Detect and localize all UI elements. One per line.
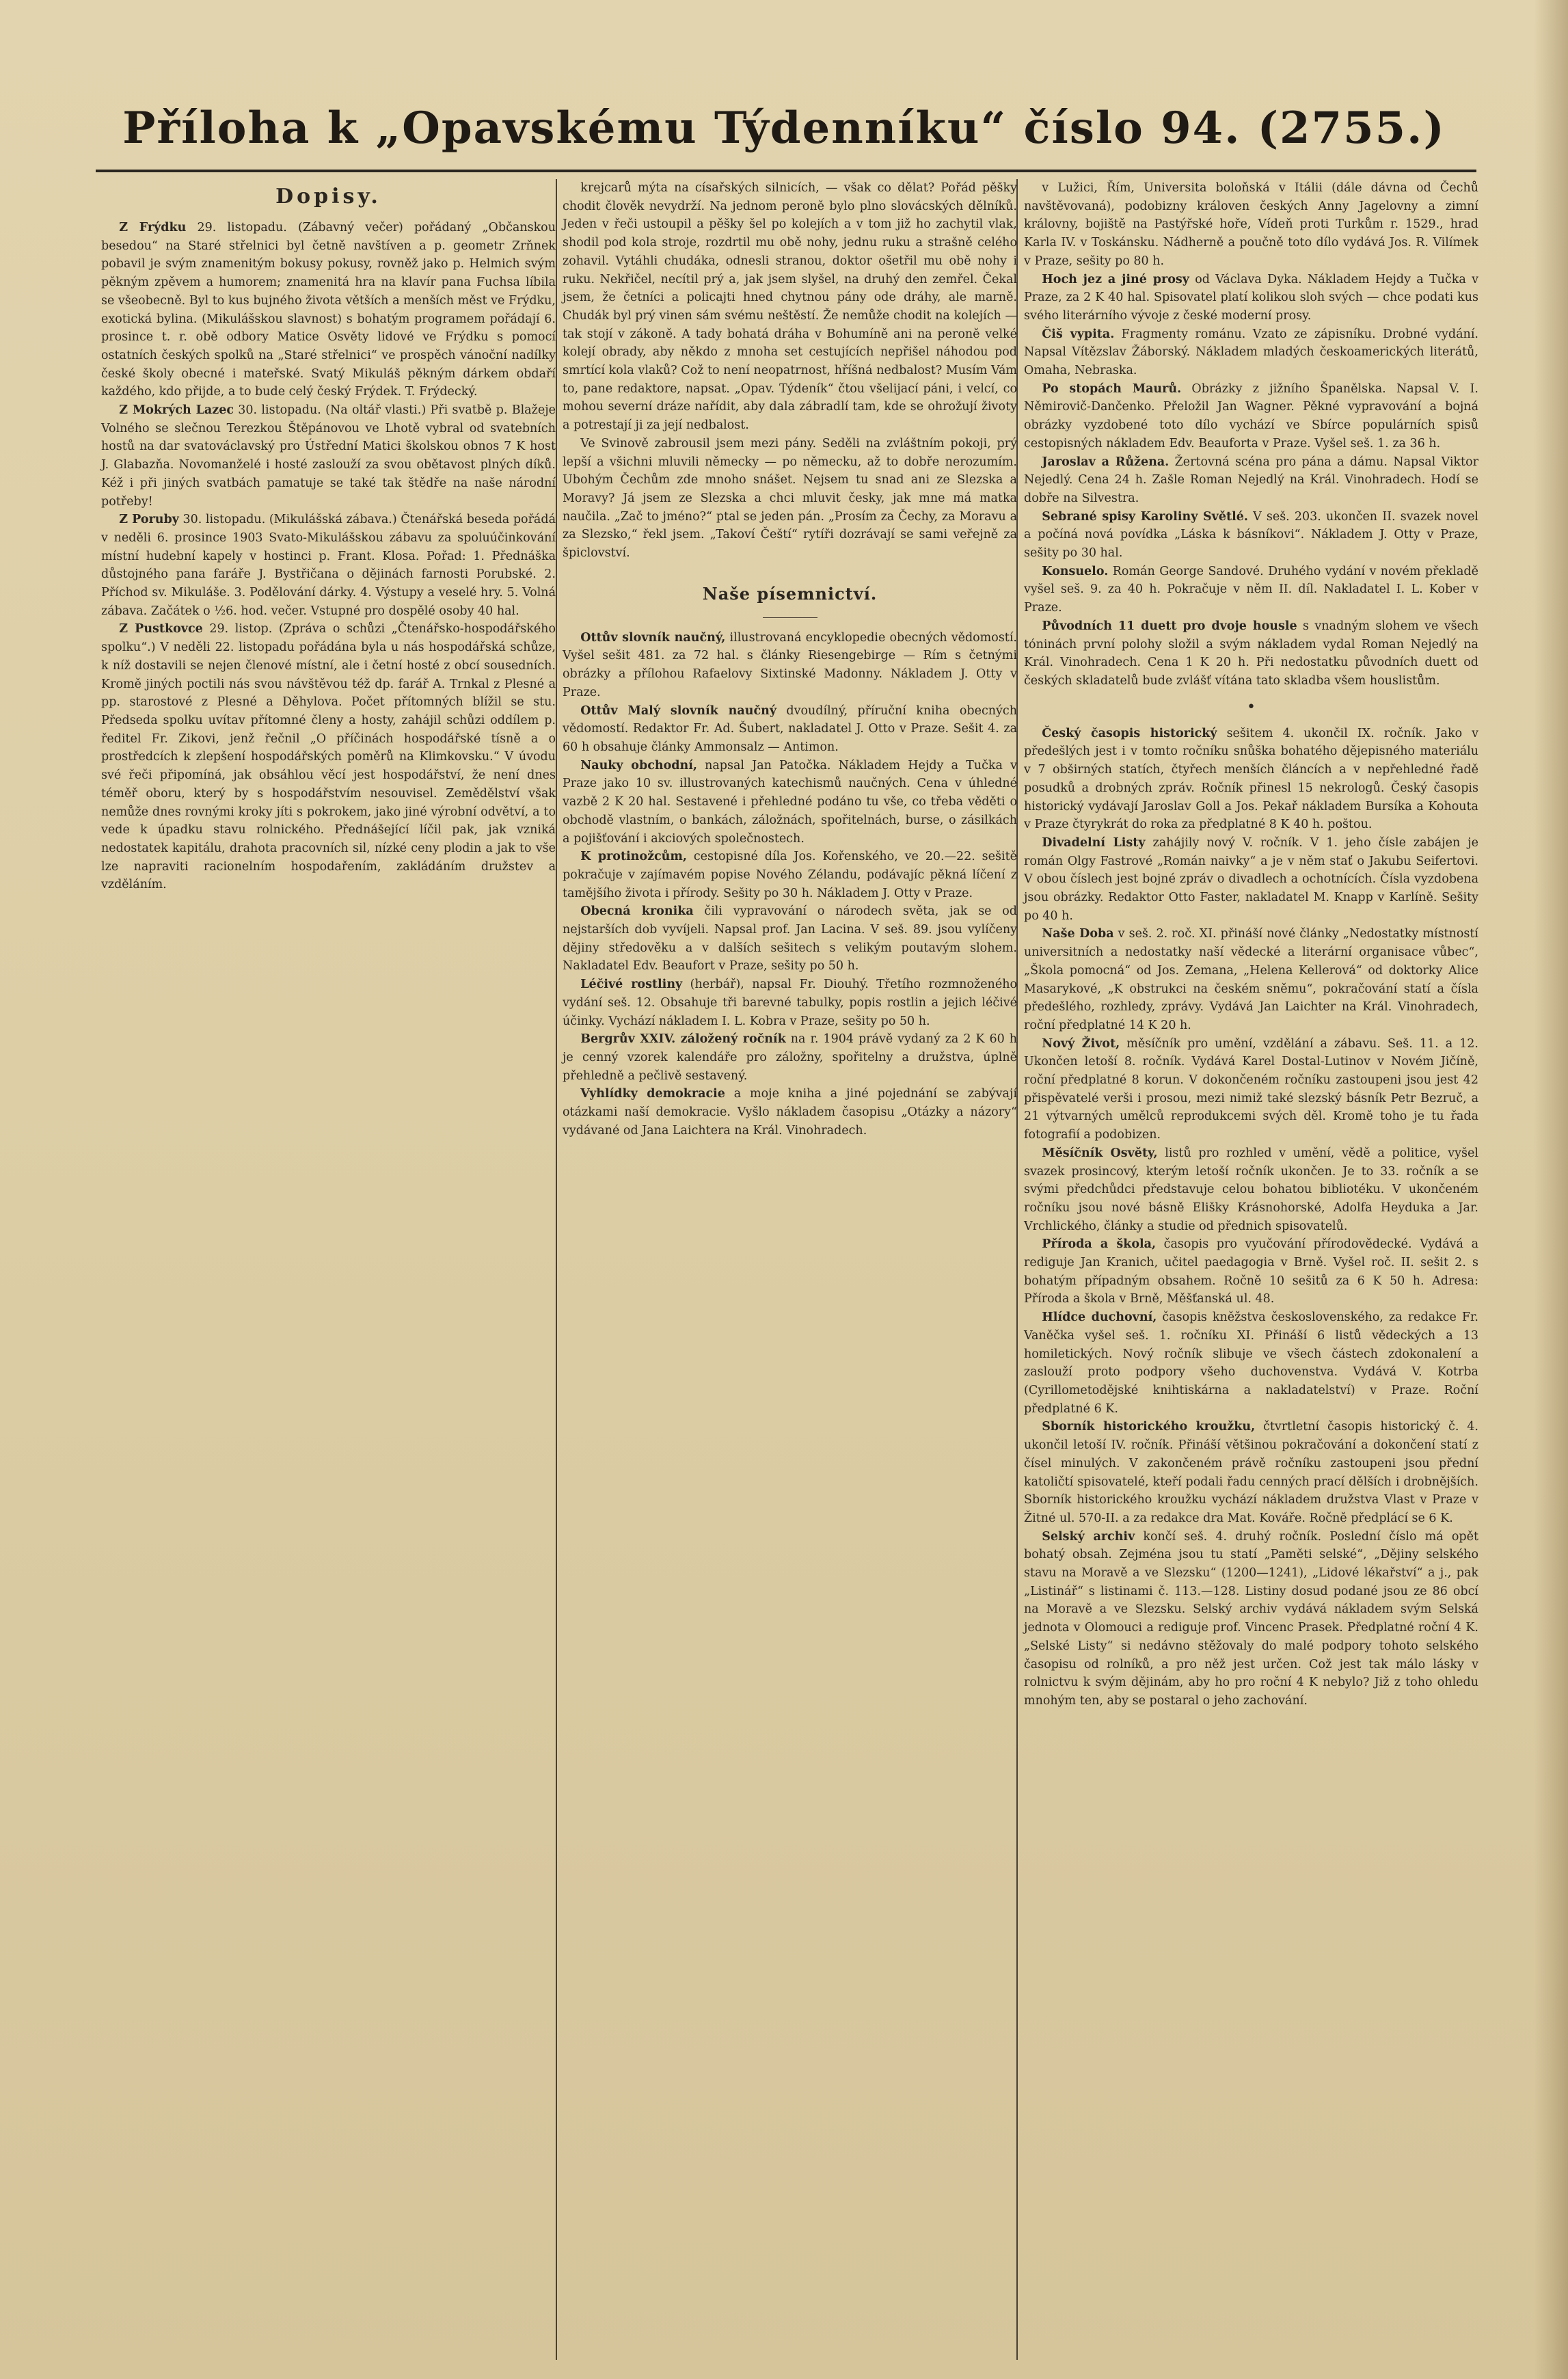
article-paragraph bbox=[101, 620, 556, 894]
article-paragraph bbox=[563, 435, 1017, 563]
article-text: 29. listopadu. (Zábavný večer) pořádaný „Občanskou besedou“ na Staré střelnici byl četně navštíven a p. geometr Zrňnek pobavil je svým znamenitým bokusy pokusy, rovněž jako p. Helmich svým pěkným zpěvem a humorem; znamenitá hra na klavír pana Fuchsa líbila se všeobecně. Byl to kus bujného života větších a menších měst ve Frýdku, exotická bylina. (Mikulášskou slavnost) s bohatým programem pořádají 6. prosince t. r. obě odbory Matice Osvěty lidové ve Frýdku s pomocí ostatních českých spolků na „Staré střelnici“ ve prospěch vánoční nadílky české školy obecné i mateřské. Svatý Mikuláš pěkným dárkem obdaří každého, kdo přijde, a to bude celý český Frýdek. T. Frýdecký. bbox=[101, 221, 556, 399]
article-lead: Hoch jez a jiné prosy bbox=[1042, 272, 1189, 286]
article-paragraph bbox=[1024, 563, 1478, 617]
article-lead: K protinožcům, bbox=[580, 850, 687, 864]
column-3-divider: • bbox=[1247, 698, 1256, 716]
article-lead: Sebrané spisy Karoliny Světlé. bbox=[1042, 509, 1248, 524]
article-paragraph bbox=[1024, 1308, 1478, 1418]
article-paragraph bbox=[563, 629, 1017, 702]
article-lead: Příroda a škola, bbox=[1042, 1237, 1157, 1252]
article-text: měsíčník pro umění, vzdělání a zábavu. Seš. 11. a 12. Ukončen letoší 8. ročník. Vydává Karel Dostal-Lutinov v Novém Jičíně, roční předplatné 8 korun. V dokončeném ročníku zastoupeni jsou jest 42 přispěvatelé verši i prosou, mezi nimiž také slezský básník Petr Bezruč, a 21 výtvarných umělců reprodukcemi svých děl. Kromě toho je tu řada fotografií a podobizen. bbox=[1024, 1036, 1478, 1142]
section-heading-dopisy: Dopisy. bbox=[275, 185, 381, 209]
article-paragraph bbox=[1024, 1035, 1478, 1144]
article-text: illustrovaná encyklopedie obecných vědomostí. Vyšel sešit 481. za 72 hal. s články Riesengebirge — Rím s četnými obrázky a přílohou Rafaelovy Sixtinské Madonny. Nákladem J. Otty v Praze. bbox=[563, 630, 1017, 699]
article-text: (herbář), napsal Fr. Diouhý. Třetího rozmnoženého vydání seš. 12. Obsahuje tři barevné tabulky, popis rostlin a jejich léčivé účinky. Vychází nákladem I. L. Kobra v Praze, sešity po 50 h. bbox=[563, 978, 1017, 1028]
column-3-top-paragraphs bbox=[1024, 179, 1478, 690]
article-text: Román George Sandové. Druhého vydání v novém překladě vyšel seš. 9. za 40 h. Pokračuje v něm II. díl. Nakladatel I. L. Kober v Praze. bbox=[1024, 564, 1478, 615]
article-text: končí seš. 4. druhý ročník. Poslední číslo má opět bohatý obsah. Zejména jsou tu statí „Paměti selské“, „Dějiny selského stavu na Moravě a ve Slezsku“ (1200—1241), „Lidové lékařství“ a j., pak „Listinář“ s listinami č. 113.—128. Listiny dosud podané jsou ze 86 obcí na Moravě a ve Slezsku. Selský archiv vydává nákladem svým Selská jednota v Olomouci a rediguje prof. Vincenc Prasek. Předplatné roční 4 K. „Selské Listy“ si nedávno stěžovaly do malé podpory tohoto selského časopisu od rolníků, a pro něž jest určen. Což jest tak málo lásky v rolnictvu k svým dějinám, aby ho pro roční 4 K nebylo? Již z toho ohledu mnohým ten, aby se postaral o jeho zachování. bbox=[1024, 1529, 1478, 1708]
article-lead: Selský archiv bbox=[1042, 1529, 1135, 1544]
article-text: napsal Jan Patočka. Nákladem Hejdy a Tučka v Praze jako 10 sv. illustrovaných katechismů naučných. Cena v úhledné vazbě 2 K 20 hal. Sestavené i přehledné podáno tu vše, co třeba věděti o obchodě vlastním, o bankách, záložnách, spořitelnách, burse, o zásilkách a pojišťování i akciových společnostech. bbox=[563, 758, 1017, 846]
article-paragraph bbox=[1024, 179, 1478, 271]
article-text: Obrázky z jižního Španělska. Napsal V. I. Němirovič-Dančenko. Přeložil Jan Wagner. Pěkné vypravování a bojná obrázky vyzdobené toto dílo vychází ve Sbírce populárních spisů cestopisných nákladem Edv. Beauforta v Praze. Vyšel seš. 1. za 36 h. bbox=[1024, 381, 1478, 451]
article-lead: Ottův slovník naučný, bbox=[580, 630, 726, 645]
column-1-paragraphs bbox=[101, 219, 556, 894]
masthead-title: Příloha k „Opavskému Týdenníku“ číslo 94. (2755.) bbox=[122, 103, 1446, 154]
column-2 bbox=[563, 179, 1017, 1140]
article-text: časopis kněžstva československého, za redakce Fr. Vaněčka vyšel seš. 1. ročníku XI. Přináší 6 listů vědeckých a 13 homiletických. Nový ročník slibuje ve všech částech zdokonalení a zaslouží proto podpory všeho duchovenstva. Vydává V. Kotrba (Cyrillometodějské knihtiskárna a nakladatelství) v Praze. Roční předplatné 6 K. bbox=[1024, 1311, 1478, 1416]
article-paragraph bbox=[1024, 925, 1478, 1034]
article-text: Fragmenty románu. Vzato ze zápisníku. Drobné vydání. Napsal Vítězslav Žáborský. Nákladem mladých českoamerických literátů, Omaha, Nebraska. bbox=[1024, 327, 1478, 378]
article-lead: Po stopách Maurů. bbox=[1042, 381, 1182, 396]
article-text: krejcarů mýta na císařských silnicích, — však co dělat? Pořád pěšky chodit člověk nevydrží. Na jednom peroně bylo plno slovácských dělníků. Jeden v řeči ustoupil a pěšky šel po kolejích a v tom již ho zachytil vlak, shodil pod kola stroje, rozdrtil mu obě nohy, jednu ruku a strašně celého zohavil. Vytáhli chudáka, odnesli stranou, doktor ošetřil mu obě nohy i ruku. Nekřičel, necítil prý a, jak jsem slyšel, na druhý den zemřel. Čekal jsem, že četníci a policajti hned chytnou pány ode dráhy, ale marně. Chudák byl prý vinen sám svému neštěstí. Že nemůže chodit na kolejích — tak stojí v zákoně. A tady bohatá dráha v Bohumíně ani na peroně velké kolejí obrady, aby někdo z mnoha set cestujících nepřišel náhodou pod smrtící kola vlaků? Což to není neopatrnost, hříšná nedbalost? Musím Vám to, pane redaktore, napsat. „Opav. Týdeník“ čtou všelijací páni, i velcí, co mohou severní dráze nařídit, aby dala zábradlí tam, kde se ohrožují životy a potrestají ji za její nedbalost. bbox=[563, 181, 1017, 433]
article-lead: Léčivé rostliny bbox=[580, 978, 683, 992]
article-text: čtvrtletní časopis historický č. 4. ukončil letoší IV. ročník. Přináší většinou pokračování a dokončení statí z čísel minulých. V zakončeném právě ročníku zastoupeni jsou přední katoličtí spisovatelé, kteří podali řadu cenných prací dělších i drobnějších. Sborník historického kroužku vychází nákladem družstva Vlast v Praze v Žitné ul. 570-II. a za redakce dra Mat. Kovářе. Ročně předplácí se 6 K. bbox=[1024, 1420, 1478, 1525]
article-text: dvoudílný, příruční kniha obecných vědomostí. Redaktor Fr. Ad. Šubert, nakladatel J. Otto v Praze. Sešit 4. za 60 h obsahuje články Ammonsalz — Antimon. bbox=[563, 703, 1017, 754]
article-paragraph bbox=[563, 702, 1017, 757]
article-text: V seš. 203. ukončen II. svazek novel a počíná nová povídka „Láska k básníkovi“. Nákladem J. Otty v Praze, sešity po 30 hal. bbox=[1024, 509, 1478, 561]
article-paragraph bbox=[563, 902, 1017, 976]
article-text: v seš. 2. roč. XI. přináší nové články „Nedostatky místností universitních a nedostatky naší vědecké a literární organisace vůbec“, „Škola pomocná“ od Jos. Zemana, „Helena Kellerová“ od doktorky Alice Masarykové, „K obstrukci na českém sněmu“, pokračování statí a čísla předešlého, rozhledy, zprávy. Vydává Jan Laichter na Král. Vinohradech, roční předplatné 14 K 20 h. bbox=[1024, 927, 1478, 1032]
article-paragraph bbox=[563, 976, 1017, 1030]
article-lead: Nauky obchodní, bbox=[580, 758, 697, 772]
column-1 bbox=[101, 179, 556, 894]
article-paragraph bbox=[1024, 508, 1478, 563]
article-paragraph bbox=[563, 848, 1017, 902]
article-text: na r. 1904 právě vydaný za 2 K 60 h je cenný vzorek kalendáře pro záložny, spořitelny a družstva, úplně přehledně a pečlivě sestavený. bbox=[563, 1032, 1017, 1083]
article-lead: Sborník historického kroužku, bbox=[1042, 1420, 1256, 1434]
article-paragraph bbox=[1024, 1235, 1478, 1308]
article-lead: Z Frýdku bbox=[119, 221, 187, 234]
masthead-rule bbox=[96, 170, 1476, 172]
article-paragraph bbox=[1024, 453, 1478, 508]
article-lead: Divadelní Listy bbox=[1042, 835, 1146, 850]
article-lead: Konsuelo. bbox=[1042, 564, 1109, 578]
article-text: s vnadným slohem ve všech tóninách první polohy složil a svým nákladem vydal Roman Nejedlý na Král. Vinohradech. Cena 1 K 20 h. Při nedostatku původních duett od českých skladatelů bude zvlášť vítána tato skladba všem houslistům. bbox=[1024, 619, 1478, 688]
article-text: časopis pro vyučování přírodovědecké. Vydává a rediguje Jan Kranich, učitel paedagogia v Brně. Vyšel roč. II. sešit 2. s bohatým případným obsahem. Ročně 10 sešitů za 6 K 50 h. Adresa: Příroda a škola v Brně, Měšťanská ul. 48. bbox=[1024, 1237, 1479, 1306]
section-heading-pisemnictvi: Naše písemnictví. bbox=[702, 583, 878, 604]
article-paragraph bbox=[1024, 834, 1478, 926]
article-text: Žertovná scéna pro pána a dámu. Napsal Viktor Nejedlý. Cena 24 h. Zašle Roman Nejedlý na Král. Vinohradech. Hodí se dobře na Silvestra. bbox=[1024, 455, 1478, 505]
article-paragraph bbox=[101, 219, 556, 401]
column-rule-1 bbox=[556, 179, 557, 2360]
article-lead: Jaroslav a Růženа. bbox=[1042, 455, 1170, 469]
article-lead: Český časopis historický bbox=[1042, 726, 1217, 740]
article-lead: Z Poruby bbox=[119, 513, 179, 527]
page-edge-shadow bbox=[1534, 0, 1568, 2379]
article-paragraph bbox=[1024, 1528, 1478, 1710]
article-text: zahájily nový V. ročník. V 1. jeho čísle zabájen je román Olgy Fastrové „Román naivky“ a je v něm stať o Jakubu Seifertovi. V obou číslech jest bojné zpráv o divadlech a ochotnících. Čísla vyzdobena jsou obrázky. Redaktor Otto Faster, nakladatel M. Knapp v Karlíně. Sešity po 40 h. bbox=[1024, 835, 1478, 923]
article-lead: Obecná kronika bbox=[580, 904, 694, 919]
article-paragraph bbox=[563, 1030, 1017, 1085]
article-paragraph bbox=[101, 511, 556, 620]
article-lead: Hlídce duchovní, bbox=[1042, 1311, 1157, 1325]
article-lead: Z Pustkovce bbox=[119, 622, 203, 636]
article-text: cestopisné díla Jos. Kořenského, ve 20.—22. sešitě pokračuje v zajímavém popise Nového Zélandu, podávajíc pěkná líčení z tamějšího života i přírody. Sešity po 30 h. Nákladem J. Otty v Praze. bbox=[563, 850, 1017, 900]
article-lead: Čiš vypita. bbox=[1042, 327, 1115, 341]
article-paragraph bbox=[563, 1085, 1017, 1140]
article-paragraph bbox=[1024, 617, 1478, 690]
article-paragraph bbox=[101, 401, 556, 511]
article-text: sešitem 4. ukončil IX. ročník. Jako v předešlých jest i v tomto ročníku snůška bohatého dějepisného materiálu v 7 obširných statích, čtyřech menších článcích a v nepřehledné řadě posudků a drobných zpráv. Ročník přinesl 15 nekrologů. Český časopis historický vydávají Jaroslav Goll a Jos. Pekař nákladem Bursíka a Kohouta v Praze čtyrykrát do roka za předplatné 8 K 40 h. poštou. bbox=[1024, 726, 1478, 832]
article-paragraph bbox=[563, 179, 1017, 435]
article-paragraph bbox=[1024, 325, 1478, 380]
article-paragraph bbox=[1024, 1418, 1478, 1527]
article-lead: Z Mokrých Lazec bbox=[119, 403, 234, 418]
article-lead: Měsíčník Osvěty, bbox=[1042, 1146, 1158, 1160]
article-text: čili vypravování o národech světa, jak se od nejstarších dob vyvíjeli. Napsal prof. Jan Lacina. V seš. 89. jsou vylíčeny dějiny středověku a v dalších sešitech s velikým poutavým slohem. Nakladatel Edv. Beaufort v Praze, sešity po 50 h. bbox=[563, 904, 1017, 973]
article-text: v Lužici, Řím, Universita boloňská v Itálii (dále dávna od Čechů navštěvovaná), podobizny královen českých Anny Jagelovny a zimní královny, bojiště na Pastýřské hoře, Vídeň proti Turkům r. 1529., hrad Karla IV. v Toskánsku. Nádherně a poučně toto dílo vydává Jos. R. Vilímek v Praze, sešity po 80 h. bbox=[1024, 181, 1478, 268]
column-2-bottom-paragraphs bbox=[563, 629, 1017, 1140]
article-text: 30. listopadu. (Na oltář vlasti.) Při svatbě p. Blažeje Volného se slečnou Terezkou Štěpánovou ve Lhotě vybral od svatebních hostů na dar svatováclavský pro Ústřední Matici školskou obnos 7 K host J. Glabazňa. Novomanželé i hosté zaslouží za svou obětavost plných díků. Kéž i při jiných svatbách pamatuje se také tak štědře na naše národní potřeby! bbox=[101, 403, 556, 509]
article-text: 29. listop. (Zpráva o schůzi „Čtenářsko-hospodářského spolku“.) V neděli 22. listopadu pořádána byla u nás hospodářská schůze, k níž dostavili se nejen členové místní, ale i četní hosté z obcí sousedních. Kromě jiných poctili nás svou návštěvou též dp. farář A. Trnkal z Plesné a pp. starostové z Plesné a Děhylova. Počet přítomných blížil se stu. Předseda spolku uvítav přítomné členy a hosty, zahájil schůzi oddílem p. ředitel Fr. Zikovi, jenž řečnil „O příčinách hospodářské tísně a o prostředcích k zlepšení hospodářských poměrů na Klimkovsku.“ V úvodu své řeči připomíná, jak obsáhlou věcí jest hospodářství, že není dnes téměř oboru, který by s hospodářstvím nesouvisel. Zemědělství však nemůže dnes rovnými kroky jíti s pokrokem, jako jiné výrobní odvětví, a to vede k úpadku stavu rolnického. Přednášející líčil pak, jak vzniká nedostatek kapitálu, drahota pracovních sil, nízké ceny plodin a jak to vše lze napraviti racionelním hospodařením, zakládáním družstev a vzděláním. bbox=[101, 622, 556, 892]
article-lead: Původních 11 duett pro dvoje housle bbox=[1042, 619, 1297, 633]
article-lead: Ottův Malý slovník naučný bbox=[580, 703, 776, 718]
article-lead: Nový Život, bbox=[1042, 1036, 1120, 1051]
column-3-bottom-paragraphs bbox=[1024, 725, 1478, 1710]
column-3 bbox=[1024, 179, 1478, 1710]
article-lead: Vyhlídky demokracie bbox=[580, 1087, 725, 1101]
article-paragraph bbox=[1024, 380, 1478, 453]
article-text: 30. listopadu. (Mikulášská zábava.) Čtenářská beseda pořádá v neděli 6. prosince 1903 Svato-Mikulášskou zábavu za spoluúčinkování místní hudební kapely v hostinci p. Frant. Klosa. Pořad: 1. Přednáška důstojného pana faráře J. Bystřičana o dějinách farnosti Porubské. 2. Příchod sv. Mikuláše. 3. Podělování dárky. 4. Výstupy a veselé hry. 5. Volná zábava. Začátek o ½6. hod. večer. Vstupné pro dospělé osoby 40 hal. bbox=[101, 513, 556, 618]
article-lead: Naše Doba bbox=[1042, 927, 1114, 941]
article-paragraph bbox=[1024, 1144, 1478, 1236]
article-paragraph bbox=[1024, 725, 1478, 834]
article-lead: Bergrův XXIV. záložený ročník bbox=[580, 1032, 786, 1047]
article-paragraph bbox=[1024, 271, 1478, 325]
article-text: a moje kniha a jiné pojednání se zabývají otázkami naší demokracie. Vyšlo nákladem časopisu „Otázky a názory“ vydávané od Jana Laichtera na Král. Vinohradech. bbox=[563, 1087, 1017, 1138]
section-separator bbox=[763, 617, 817, 618]
article-paragraph bbox=[563, 757, 1017, 848]
article-text: Ve Svinově zabrousil jsem mezi pány. Seděli na zvláštním pokoji, prý lepší a všichni mluvili německy — po německu, až to dobře nerozumím. Ubohým Čechům zde mnoho snášet. Nejsem tu snad ani ze Slezska a Moravy? Já jsem ze Slezska a chci mluvit česky, jak mne má matka naučila. „Zač to jméno?“ ptal se jeden pán. „Prosím za Čechy, za Moravu a za Slezsko,“ řekl jsem. „Takoví Čeští“ rytíři dozrávají se sami veřejně za špiclovství. bbox=[563, 436, 1017, 561]
column-2-top-paragraphs bbox=[563, 179, 1017, 563]
article-text: listů pro rozhled v umění, vědě a politice, vyšel svazek prosincový, kterým letoší ročník ukončen. Je to 33. ročník a se svými předchůdci představuje celou bohatou bibliotéku. V ukončeném ročníku jsou nové básně Elišky Krásnohorské, Adolfa Heyduka a Jar. Vrchlického, články a studie od přednich spisovatelů. bbox=[1024, 1146, 1478, 1233]
article-text: od Václava Dyka. Nákladem Hejdy a Tučka v Praze, za 2 K 40 hal. Spisovatel platí kolikou sloh svých — chce podati kus svého literárního vývoje z české moderní prosy. bbox=[1024, 272, 1478, 323]
